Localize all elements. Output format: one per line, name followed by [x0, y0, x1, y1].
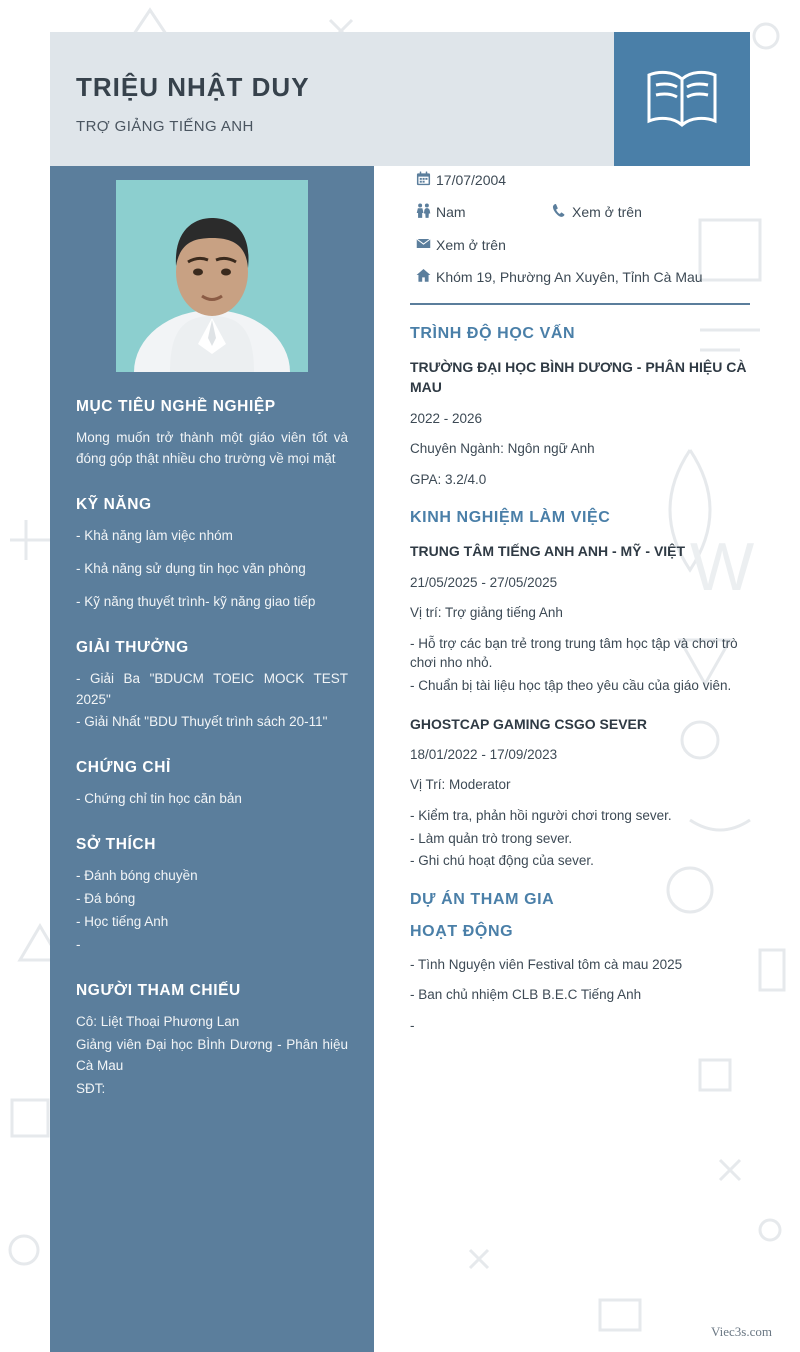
- main-content: [410, 170, 760, 1046]
- experience-company: TRUNG TÂM TIẾNG ANH ANH - MỸ - VIỆT: [410, 543, 686, 560]
- section-title-awards: GIẢI THƯỞNG: [76, 638, 189, 656]
- experience-position: Vị trí: Trợ giảng tiếng Anh: [410, 605, 563, 621]
- experience-duty: - Ghi chú hoạt động của sever.: [410, 853, 594, 869]
- section-title-activities: HOẠT ĐỘNG: [410, 922, 514, 940]
- experience-item: [410, 541, 760, 695]
- contact-email: [410, 235, 760, 255]
- cv-header: [50, 32, 750, 166]
- contact-birthday: [410, 170, 760, 190]
- section-title-experience: KINH NGHIỆM LÀM VIỆC: [410, 509, 611, 527]
- list-item: - Khả năng làm việc nhóm: [76, 527, 233, 543]
- experience-period: 18/01/2022 - 17/09/2023: [410, 746, 558, 762]
- list-item: - Học tiếng Anh: [76, 914, 169, 930]
- section-title-certificates: CHỨNG CHỈ: [76, 759, 171, 777]
- brand-watermark: Viec3s.com: [711, 1324, 772, 1339]
- section-title-references: NGƯỜI THAM CHIẾU: [76, 981, 241, 999]
- experience-duty: - Chuẩn bị tài liệu học tập theo yêu cầu của giáo viên.: [410, 678, 732, 694]
- envelope-icon: [410, 235, 436, 251]
- gender-value: Nam: [436, 204, 466, 221]
- objective-text: Mong muốn trở thành một giáo viên tốt và đóng góp thật nhiều cho trường về mọi mặt: [76, 430, 348, 466]
- phone-value: Xem ở trên: [572, 204, 642, 221]
- education-major: Chuyên Ngành: Ngôn ngữ Anh: [410, 441, 595, 457]
- contact-gender-phone: [410, 202, 760, 222]
- section-title-projects: DỰ ÁN THAM GIA: [410, 890, 555, 908]
- calendar-icon: [410, 170, 436, 186]
- page-title: TRIỆU NHẬT DUY: [76, 72, 310, 102]
- list-item: - Giải Nhất "BDU Thuyết trình sách 20-11": [76, 714, 328, 730]
- section-title-skills: KỸ NĂNG: [76, 495, 152, 513]
- divider: [410, 303, 750, 305]
- list-item: - Giải Ba "BDUCM TOEIC MOCK TEST 2025": [76, 670, 348, 707]
- svg-text:W: W: [690, 529, 755, 605]
- experience-position: Vị Trí: Moderator: [410, 777, 511, 793]
- section-title-education: TRÌNH ĐỘ HỌC VẤN: [410, 325, 576, 343]
- activity-item: - Tình Nguyện viên Festival tôm cà mau 2025: [410, 956, 683, 972]
- email-value: Xem ở trên: [436, 236, 506, 253]
- experience-duty: - Làm quản trò trong sever.: [410, 830, 573, 846]
- address-value: Khóm 19, Phường An Xuyên, Tỉnh Cà Mau: [436, 268, 703, 285]
- list-item: - Đánh bóng chuyền: [76, 868, 198, 884]
- list-item: - Kỹ năng thuyết trình- kỹ năng giao tiếp: [76, 593, 316, 609]
- list-item: -: [76, 937, 81, 953]
- phone-icon: [546, 202, 572, 218]
- section-title-objective: MỤC TIÊU NGHỀ NGHIỆP: [76, 398, 276, 415]
- experience-duty: - Kiểm tra, phản hồi người chơi trong sever.: [410, 808, 672, 823]
- list-item: - Khả năng sử dụng tin học văn phòng: [76, 560, 306, 576]
- birthday-value: 17/07/2004: [436, 172, 507, 188]
- list-item: - Đá bóng: [76, 891, 136, 907]
- sidebar: [50, 166, 374, 1352]
- education-gpa: GPA: 3.2/4.0: [410, 471, 487, 487]
- section-title-hobbies: SỞ THÍCH: [76, 836, 157, 854]
- experience-period: 21/05/2025 - 27/05/2025: [410, 574, 558, 590]
- avatar: [116, 180, 308, 372]
- activity-item: -: [410, 1017, 415, 1033]
- contact-address: [410, 267, 760, 287]
- reference-line: Cô: Liệt Thoại Phương Lan: [76, 1013, 240, 1029]
- home-icon: [410, 267, 436, 283]
- experience-duty: - Hỗ trợ các bạn trẻ trong trung tâm học tập và chơi trò chơi nho nhỏ.: [410, 635, 738, 671]
- reference-line: SĐT:: [76, 1080, 106, 1096]
- education-school: TRƯỜNG ĐẠI HỌC BÌNH DƯƠNG - PHÂN HIỆU CÀ MAU: [410, 359, 747, 396]
- experience-company: GHOSTCAP GAMING CSGO SEVER: [410, 715, 647, 732]
- experience-item: [410, 714, 760, 871]
- contact-block: [410, 170, 760, 305]
- job-title: TRỢ GIẢNG TIẾNG ANH: [76, 118, 254, 135]
- reference-line: Giảng viên Đại học BÌnh Dương - Phân hiệu Cà Mau: [76, 1036, 348, 1073]
- list-item: - Chứng chỉ tin học căn bản: [76, 791, 242, 807]
- education-period: 2022 - 2026: [410, 410, 483, 426]
- gender-icon: [410, 202, 436, 218]
- open-book-icon: [614, 32, 750, 166]
- activity-item: - Ban chủ nhiệm CLB B.E.C Tiếng Anh: [410, 987, 642, 1003]
